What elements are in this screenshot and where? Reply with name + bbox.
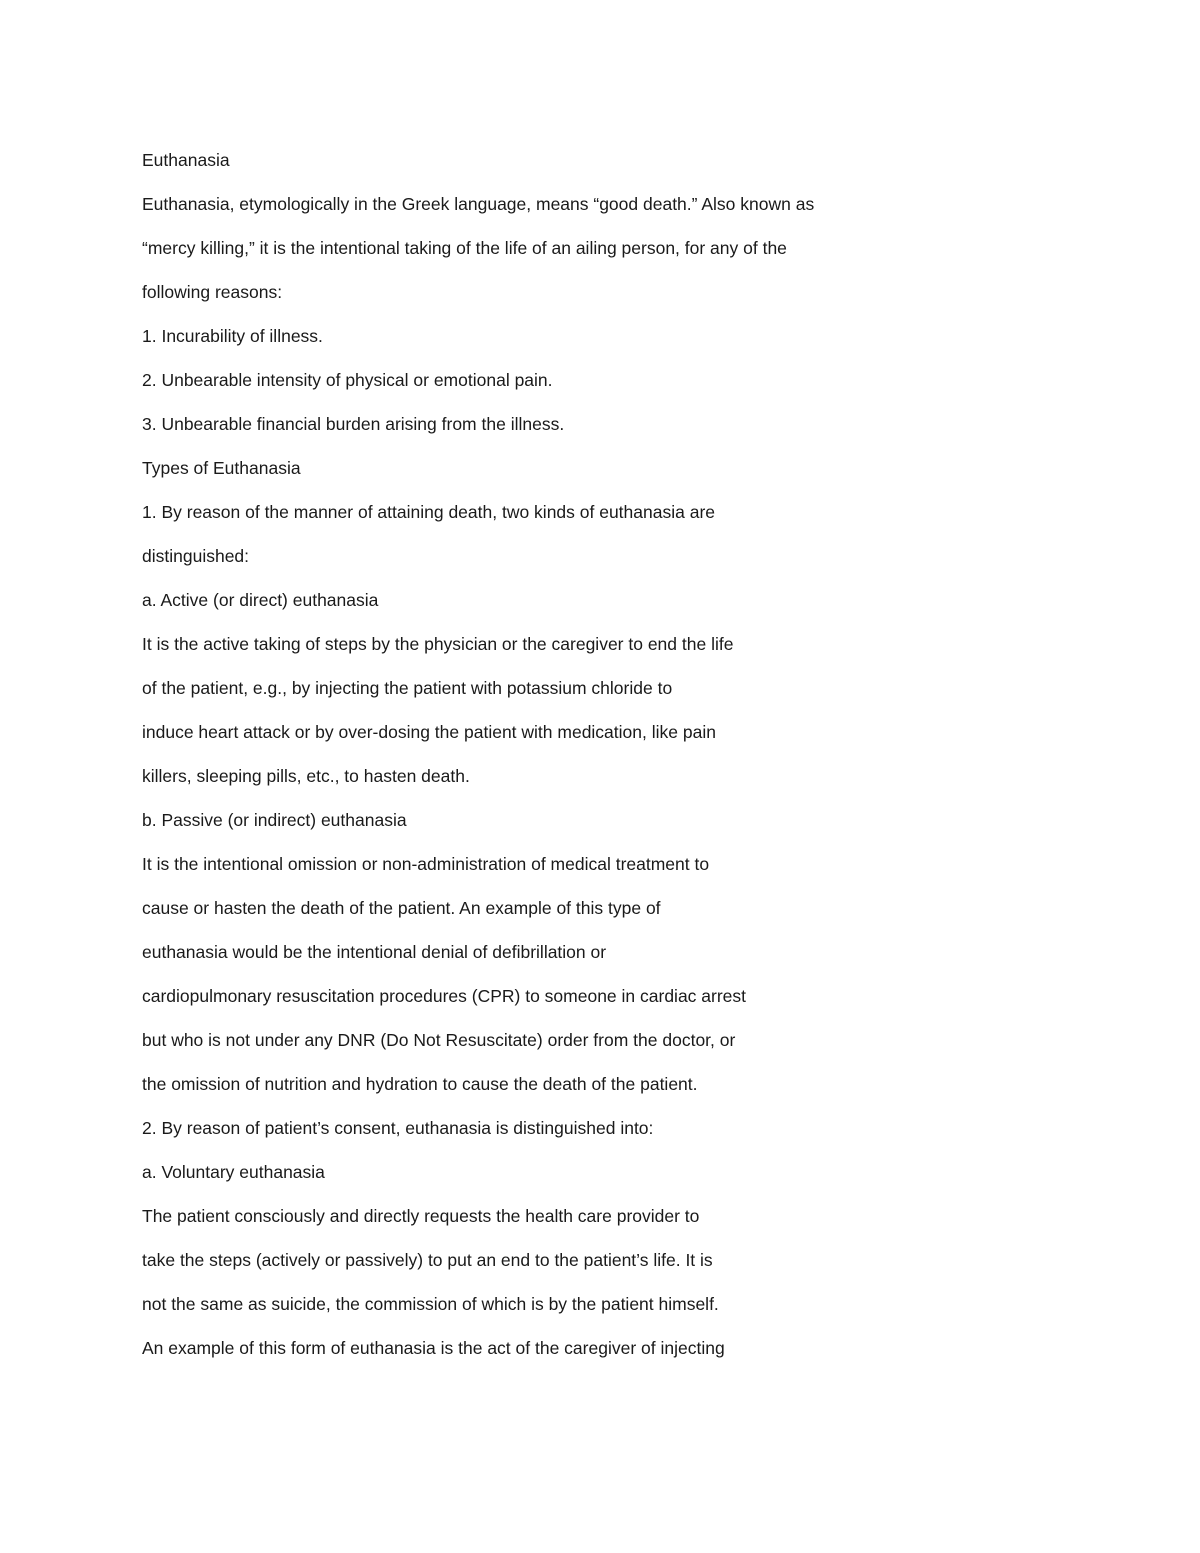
subsection-heading: a. Active (or direct) euthanasia: [142, 590, 379, 610]
paragraph-line: but who is not under any DNR (Do Not Resuscitate) order from the doctor, or: [142, 1030, 736, 1050]
paragraph-line: cardiopulmonary resuscitation procedures (CPR) to someone in cardiac arrest: [142, 986, 747, 1006]
subsection-heading: b. Passive (or indirect) euthanasia: [142, 810, 407, 830]
paragraph-line: “mercy killing,” it is the intentional taking of the life of an ailing person, for any of the: [142, 238, 787, 258]
paragraph-line: 1. By reason of the manner of attaining death, two kinds of euthanasia are: [142, 502, 716, 522]
paragraph-line: killers, sleeping pills, etc., to hasten death.: [142, 766, 470, 786]
paragraph-line: It is the active taking of steps by the physician or the caregiver to end the life: [142, 634, 734, 654]
paragraph-line: Euthanasia, etymologically in the Greek language, means “good death.” Also known as: [142, 194, 815, 214]
paragraph-line: The patient consciously and directly requests the health care provider to: [142, 1206, 700, 1226]
list-item: 1. Incurability of illness.: [142, 326, 323, 346]
paragraph-line: following reasons:: [142, 282, 283, 302]
paragraph-line: distinguished:: [142, 546, 250, 566]
paragraph-line: 2. By reason of patient’s consent, euthanasia is distinguished into:: [142, 1118, 654, 1138]
section-heading: Types of Euthanasia: [142, 458, 301, 478]
paragraph-line: of the patient, e.g., by injecting the patient with potassium chloride to: [142, 678, 673, 698]
paragraph-line: not the same as suicide, the commission of which is by the patient himself.: [142, 1294, 719, 1314]
list-item: 2. Unbearable intensity of physical or emotional pain.: [142, 370, 553, 390]
document-title: Euthanasia: [142, 150, 230, 170]
paragraph-line: An example of this form of euthanasia is the act of the caregiver of injecting: [142, 1338, 725, 1358]
paragraph-line: euthanasia would be the intentional denial of defibrillation or: [142, 942, 607, 962]
paragraph-line: cause or hasten the death of the patient. An example of this type of: [142, 898, 661, 918]
paragraph-line: It is the intentional omission or non-administration of medical treatment to: [142, 854, 710, 874]
paragraph-line: take the steps (actively or passively) to put an end to the patient’s life. It is: [142, 1250, 713, 1270]
list-item: 3. Unbearable financial burden arising from the illness.: [142, 414, 565, 434]
paragraph-line: induce heart attack or by over-dosing the patient with medication, like pain: [142, 722, 716, 742]
subsection-heading: a. Voluntary euthanasia: [142, 1162, 325, 1182]
paragraph-line: the omission of nutrition and hydration to cause the death of the patient.: [142, 1074, 698, 1094]
